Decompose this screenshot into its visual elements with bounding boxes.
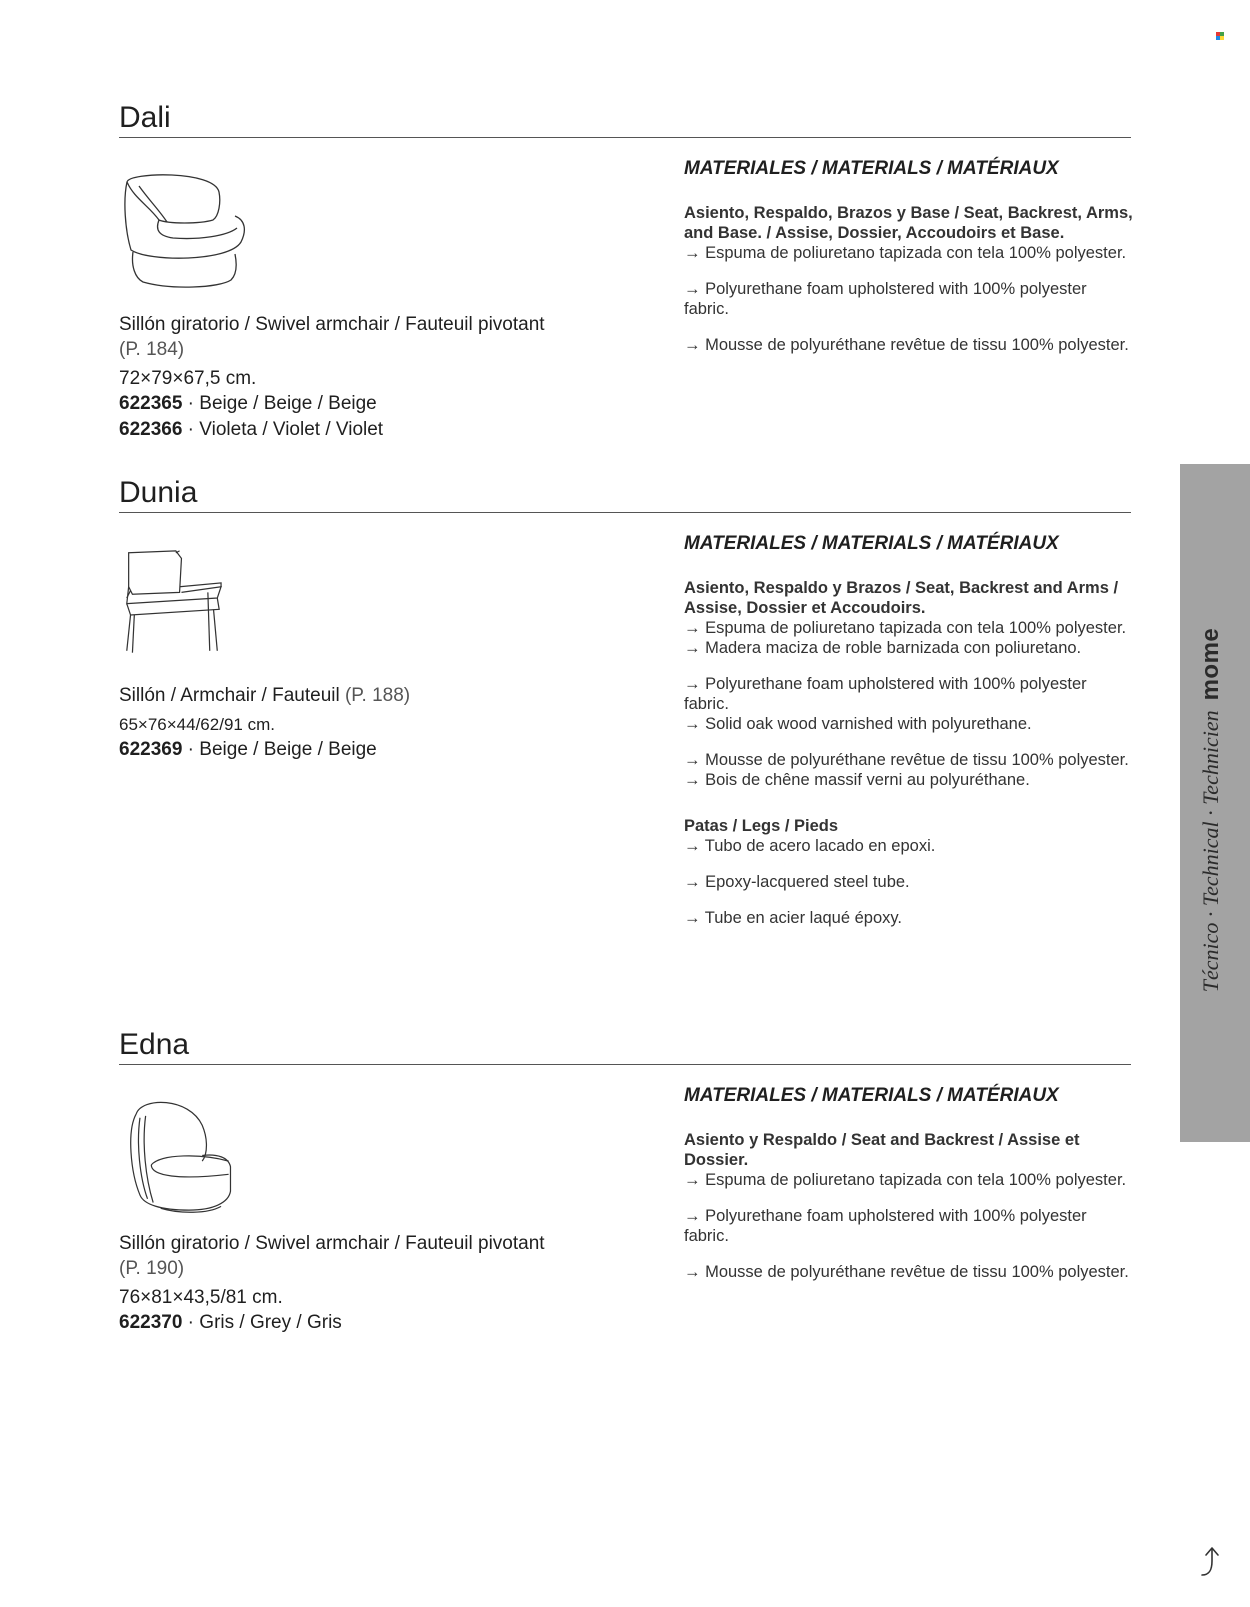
product-dimensions: 72×79×67,5 cm. bbox=[119, 368, 257, 389]
material-es: → Espuma de poliuretano tapizada con tela 100% polyester. bbox=[684, 244, 1127, 262]
materials-panel bbox=[684, 532, 1134, 928]
material-fr-wood: → Bois de chêne massif verni au polyuréthane. bbox=[684, 771, 1030, 789]
variant-row: 622366 · Violeta / Violet / Violet bbox=[119, 419, 384, 440]
material-es: → Espuma de poliuretano tapizada con tela 100% polyester. bbox=[684, 619, 1127, 637]
material-en-wood: → Solid oak wood varnished with polyurethane. bbox=[684, 715, 1032, 733]
product-type: Sillón giratorio / Swivel armchair / Fauteuil pivotant (P. 184) bbox=[119, 314, 545, 360]
product-title: Dali bbox=[119, 100, 1131, 138]
variant-row: 622370 · Gris / Grey / Gris bbox=[119, 1312, 342, 1333]
product-title: Edna bbox=[119, 1027, 1131, 1065]
swivel-armchair-illustration bbox=[119, 1097, 259, 1229]
material-fr: → Mousse de polyuréthane revêtue de tissu 100% polyester. bbox=[684, 1263, 1129, 1281]
arrow-up-turn-icon[interactable] bbox=[1198, 1545, 1222, 1577]
product-dunia bbox=[119, 475, 1131, 927]
brand-logo: mome bbox=[1197, 627, 1224, 701]
product-type: Sillón / Armchair / Fauteuil (P. 188) bbox=[119, 685, 411, 706]
materials-title: Asiento, Respaldo, Brazos y Base / Seat, Backrest, Arms, and Base. / Assise, Dossier, Accoudoirs et Base. bbox=[684, 204, 1133, 242]
product-info bbox=[119, 1097, 589, 1336]
materials-title: Asiento y Respaldo / Seat and Backrest / Assise et Dossier. bbox=[684, 1131, 1080, 1169]
legs-title: Patas / Legs / Pieds bbox=[684, 817, 839, 835]
product-dali bbox=[119, 100, 1133, 440]
product-type: Sillón giratorio / Swivel armchair / Fauteuil pivotant (P. 190) bbox=[119, 1233, 545, 1279]
product-title: Dunia bbox=[119, 475, 1131, 513]
material-en: → Polyurethane foam upholstered with 100% polyester fabric. bbox=[684, 280, 1087, 318]
variant-row: 622365 · Beige / Beige / Beige bbox=[119, 393, 377, 414]
product-edna bbox=[119, 1027, 1131, 1333]
materials-heading: MATERIALES / MATERIALS / MATÉRIAUX bbox=[684, 1085, 1059, 1106]
section-side-label: Técnico · Technical · Technicienmome bbox=[1197, 627, 1224, 993]
armchair-illustration bbox=[119, 549, 259, 681]
legs-en: → Epoxy-lacquered steel tube. bbox=[684, 873, 910, 891]
materials-panel bbox=[684, 1084, 1134, 1282]
color-squares-icon bbox=[1216, 32, 1224, 40]
materials-heading: MATERIALES / MATERIALS / MATÉRIAUX bbox=[684, 533, 1059, 554]
material-fr: → Mousse de polyuréthane revêtue de tissu 100% polyester. bbox=[684, 336, 1129, 354]
material-fr: → Mousse de polyuréthane revêtue de tissu 100% polyester. bbox=[684, 751, 1129, 769]
product-dimensions: 76×81×43,5/81 cm. bbox=[119, 1287, 283, 1308]
product-info bbox=[119, 549, 589, 763]
materials-title: Asiento, Respaldo y Brazos / Seat, Backrest and Arms / Assise, Dossier et Accoudoirs. bbox=[684, 579, 1119, 617]
legs-fr: → Tube en acier laqué époxy. bbox=[684, 909, 902, 927]
material-en: → Polyurethane foam upholstered with 100% polyester fabric. bbox=[684, 675, 1087, 713]
legs-es: → Tubo de acero lacado en epoxi. bbox=[684, 837, 936, 855]
materials-heading: MATERIALES / MATERIALS / MATÉRIAUX bbox=[684, 158, 1059, 179]
product-info bbox=[119, 170, 589, 443]
product-dimensions: 65×76×44/62/91 cm. bbox=[119, 715, 275, 734]
material-en: → Polyurethane foam upholstered with 100% polyester fabric. bbox=[684, 1207, 1087, 1245]
swivel-armchair-illustration bbox=[119, 170, 259, 310]
material-es: → Espuma de poliuretano tapizada con tela 100% polyester. bbox=[684, 1171, 1127, 1189]
materials-panel bbox=[684, 157, 1134, 355]
variant-row: 622369 · Beige / Beige / Beige bbox=[119, 739, 377, 760]
material-es-wood: → Madera maciza de roble barnizada con poliuretano. bbox=[684, 639, 1082, 657]
